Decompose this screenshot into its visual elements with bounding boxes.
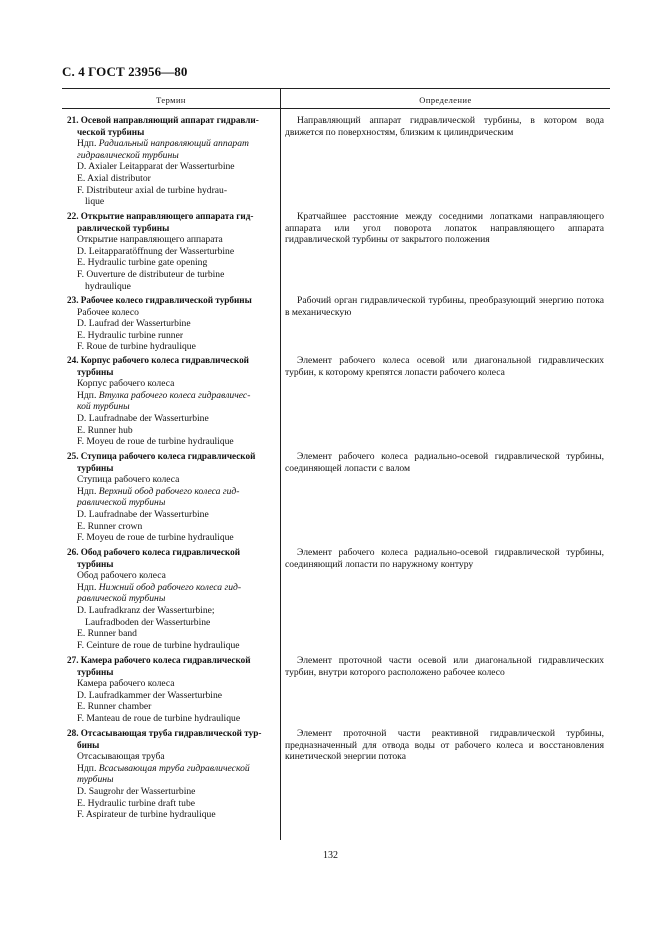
definition-cell: Кратчайшее расстояние между соседними лопатками направляющего аппарата или угол поворота лопаток направляющего аппарата гидравлической турбины от закрытого положения: [285, 211, 604, 246]
term-line: D. Laufradkranz der Wasserturbine;: [77, 604, 215, 616]
term-line: Открытие направляющего аппарата: [77, 234, 223, 246]
term-line: D. Laufradkammer der Wasserturbine: [77, 689, 223, 701]
deprecated-term: [67, 138, 280, 150]
term-title: 28. Отсасывающая труба гидравлической тур-: [67, 728, 262, 738]
term-line: D. Axialer Leitapparat der Wasserturbine: [77, 161, 235, 173]
term-line: E. Runner band: [77, 628, 137, 640]
definition-cell: Элемент рабочего колеса осевой или диагональной гидравлических турбин, к которому крепятся лопасти рабочего колеса: [285, 355, 604, 378]
deprecated-term-text: Радиальный направляющий аппарат: [98, 138, 249, 150]
term-cell: [67, 655, 280, 725]
term-line: E. Runner hub: [77, 424, 133, 436]
definition-cell: Элемент проточной части осевой или диагональной гидравлических турбин, внутри которого расположено рабочее колесо: [285, 655, 604, 678]
term-line: F. Moyeu de roue de turbine hydraulique: [77, 436, 234, 448]
term-line: Ступица рабочего колеса: [77, 474, 180, 486]
term-cell: [67, 355, 280, 448]
term-line: hydraulique: [85, 280, 131, 292]
deprecated-term-text: равлической турбины: [77, 593, 166, 605]
deprecated-prefix: Ндп.: [77, 485, 99, 497]
deprecated-term-text: Нижний обод рабочего колеса гид-: [98, 581, 242, 593]
term-line: F. Ouverture de distributeur de turbine: [77, 268, 225, 280]
term-cell: [67, 211, 280, 292]
definition-cell: Элемент проточной части реактивной гидравлической турбины, предназначенный для отвода воды от рабочего колеса и восстановления кинетической энергии потока: [285, 728, 604, 763]
term-title: бины: [77, 739, 100, 750]
term-title: 27. Камера рабочего колеса гидравлической: [67, 655, 251, 665]
term-cell: [67, 295, 280, 353]
term-line: F. Ceinture de roue de turbine hydraulique: [77, 639, 240, 651]
deprecated-prefix: Ндп.: [77, 138, 99, 150]
term-cell: [67, 547, 280, 651]
term-title: ческой турбины: [77, 126, 145, 137]
column-header-term: Термин: [156, 96, 186, 105]
term-title: 23. Рабочее колесо гидравлической турбины: [67, 295, 252, 305]
term-title: турбины: [77, 462, 114, 473]
deprecated-term-text: Всасывающая труба гидравлической: [98, 762, 250, 774]
deprecated-term: [67, 390, 280, 402]
term-line: E. Hydraulic turbine runner: [77, 329, 184, 341]
term-line: Отсасывающая труба: [77, 751, 165, 763]
deprecated-term: [67, 763, 280, 775]
definition-cell: Элемент рабочего колеса радиально-осевой гидравлической турбины, соединяющий лопасти по наружному контуру: [285, 547, 604, 570]
column-header-definition: Определение: [419, 96, 472, 105]
deprecated-term-text: Верхний обод рабочего колеса гид-: [98, 485, 240, 497]
term-line: Обод рабочего колеса: [77, 570, 166, 582]
term-title: турбины: [77, 558, 114, 569]
term-title: равлической турбины: [77, 222, 170, 233]
term-line: E. Runner crown: [77, 520, 143, 532]
term-title: 24. Корпус рабочего колеса гидравлической: [67, 355, 249, 365]
term-line: F. Moyeu de roue de turbine hydraulique: [77, 532, 234, 544]
term-cell: [67, 451, 280, 544]
term-line: D. Leitapparatöffnung der Wasserturbine: [77, 245, 235, 257]
term-line: E. Runner chamber: [77, 701, 152, 713]
deprecated-term-text: кой турбины: [77, 401, 130, 413]
term-title: 26. Обод рабочего колеса гидравлической: [67, 547, 240, 557]
term-cell: [67, 115, 280, 208]
deprecated-term-text: турбины: [77, 774, 114, 786]
deprecated-term-text: гидравлической турбины: [77, 149, 179, 161]
definition-cell: Направляющий аппарат гидравлической турбины, в котором вода движется по поверхностям, близким к цилиндрическим: [285, 115, 604, 138]
term-line: E. Axial distributor: [77, 172, 151, 184]
term-title: 22. Открытие направляющего аппарата гид-: [67, 211, 254, 221]
deprecated-term: [67, 486, 280, 498]
table-column-divider: [280, 88, 281, 840]
term-line: Камера рабочего колеса: [77, 678, 175, 690]
table-header-rule: [62, 108, 610, 109]
term-line: D. Saugrohr der Wasserturbine: [77, 785, 196, 797]
deprecated-term-text: равлической турбины: [77, 497, 166, 509]
term-line: F. Aspirateur de turbine hydraulique: [77, 809, 216, 821]
definition-cell: Элемент рабочего колеса радиально-осевой гидравлической турбины, соединяющей лопасти с валом: [285, 451, 604, 474]
term-line: F. Roue de turbine hydraulique: [77, 341, 196, 353]
deprecated-term-text: Втулка рабочего колеса гидравличес-: [98, 389, 251, 401]
deprecated-prefix: Ндп.: [77, 581, 99, 593]
deprecated-term: [67, 582, 280, 594]
term-line: D. Laufrad der Wasserturbine: [77, 318, 191, 330]
term-line: F. Manteau de roue de turbine hydraulique: [77, 712, 241, 724]
term-line: F. Distributeur axial de turbine hydrau-: [77, 184, 228, 196]
term-line: D. Laufradnabe der Wasserturbine: [77, 412, 209, 424]
term-title: турбины: [77, 666, 114, 677]
page-header: С. 4 ГОСТ 23956—80: [62, 64, 188, 79]
table-top-rule: [62, 88, 610, 89]
term-line: Laufradboden der Wasserturbine: [85, 616, 211, 628]
term-line: Рабочее колесо: [77, 306, 139, 318]
term-line: lique: [85, 196, 105, 208]
definition-cell: Рабочий орган гидравлической турбины, преобразующий энергию потока в механическую: [285, 295, 604, 318]
term-line: E. Hydraulic turbine draft tube: [77, 797, 196, 809]
term-title: 21. Осевой направляющий аппарат гидравли-: [67, 115, 259, 125]
term-line: D. Laufradnabe der Wasserturbine: [77, 508, 209, 520]
term-title: 25. Ступица рабочего колеса гидравлической: [67, 451, 256, 461]
term-line: Корпус рабочего колеса: [77, 378, 175, 390]
deprecated-prefix: Ндп.: [77, 762, 99, 774]
term-cell: [67, 728, 280, 821]
term-line: E. Hydraulic turbine gate opening: [77, 257, 208, 269]
page-number: 132: [323, 850, 338, 861]
term-title: турбины: [77, 366, 114, 377]
deprecated-prefix: Ндп.: [77, 389, 99, 401]
